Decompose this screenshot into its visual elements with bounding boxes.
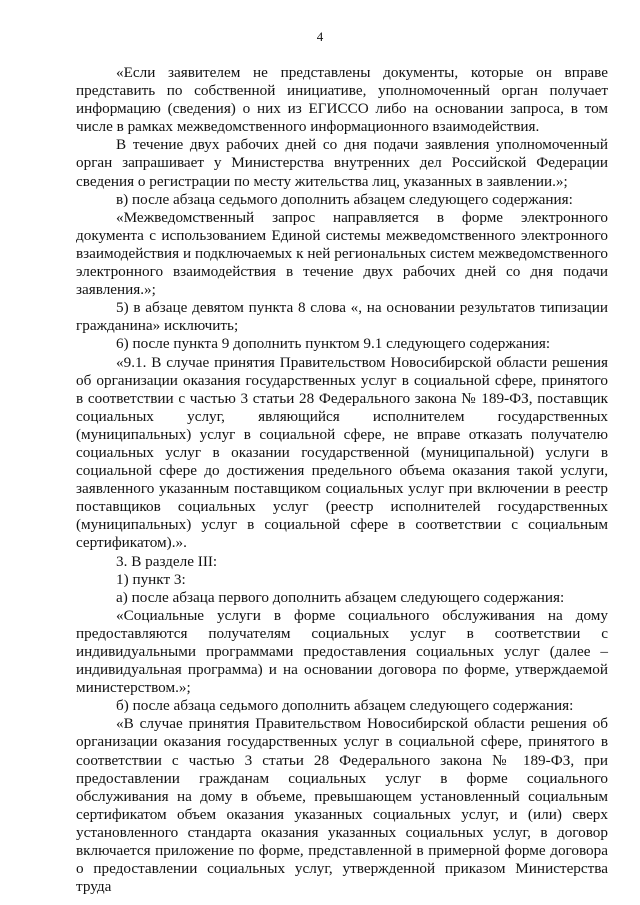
paragraph-item-6: 6) после пункта 9 дополнить пунктом 9.1 следующего содержания: (116, 335, 551, 353)
document-body (76, 64, 608, 896)
paragraph-item-5: 5) в абзаце девятом пункта 8 слова «, на основании результатов типизации гражданина» исключить; (76, 299, 608, 335)
page-number: 4 (316, 29, 324, 44)
paragraph-clause-9-1: «9.1. В случае принятия Правительством Новосибирской области решения об организации оказания государственных услуг в социальной сфере, принятого в соответствии с частью 3 статьи 28 Федерального закона № 189-ФЗ, поставщик социальных услуг, являющийся исполнителем государственных (муниципальных) услуг в социальной сфере, не вправе отказать получателю социальных услуг в оказании государственной (муниципальной) услуги в социальной сфере до достижения предельного объема оказания такой услуги, заявленного указанным поставщиком социальных услуг при включении в реестр поставщиков социальных услуг (реестр исполнителей государственных (муниципальных) услуг в социальной сфере в соответствии с социальным сертификатом).». (76, 353, 608, 552)
paragraph-clause-3: 1) пункт 3: (116, 570, 186, 588)
paragraph-section-3: 3. В разделе III: (116, 552, 218, 570)
paragraph-info-request: «Если заявителем не представлены документы, которые он вправе представить по собственной инициативе, уполномоченный орган получает информацию (сведения) о них из ЕГИССО либо на основании запроса, в том числе в рамках межведомственного информационного взаимодействия. (76, 64, 608, 136)
paragraph-amend-v: в) после абзаца седьмого дополнить абзацем следующего содержания: (116, 190, 573, 208)
paragraph-amend-b: б) после абзаца седьмого дополнить абзацем следующего содержания: (116, 697, 574, 715)
paragraph-amend-a: а) после абзаца первого дополнить абзацем следующего содержания: (116, 588, 565, 606)
paragraph-mvd-request: В течение двух рабочих дней со дня подачи заявления уполномоченный орган запрашивает у Министерства внутренних дел Российской Федерации сведения о регистрации по месту жительства лиц, указанных в заявлении.»; (76, 136, 608, 190)
paragraph-certificate-excess: «В случае принятия Правительством Новосибирской области решения об организации оказания государственных услуг в социальной сфере, принятого в соответствии с частью 3 статьи 28 Федерального закона № 189-ФЗ, при предоставлении гражданам социальных услуг в форме социального обслуживания на дому в объеме, превышающем установленный социальным сертификатом объем оказания указанных социальных услуг, и (или) сверх установленного стандарта оказания указанных социальных услуг, в договор включается приложение по форме, представленной в примерной форме договора о предоставлении социальных услуг, утвержденной приказом Министерства труда (76, 715, 608, 896)
paragraph-interagency-request: «Межведомственный запрос направляется в форме электронного документа с использованием Единой системы межведомственного электронного взаимодействия и подключаемых к ней региональных систем межведомственного электронного взаимодействия в течение двух рабочих дней со дня подачи заявления.»; (76, 208, 608, 299)
paragraph-home-services: «Социальные услуги в форме социального обслуживания на дому предоставляются получателям социальных услуг в соответствии с индивидуальными программами предоставления социальных услуг (далее – индивидуальная программа) и на основании договора по форме, утверждаемой министерством.»; (76, 606, 608, 697)
